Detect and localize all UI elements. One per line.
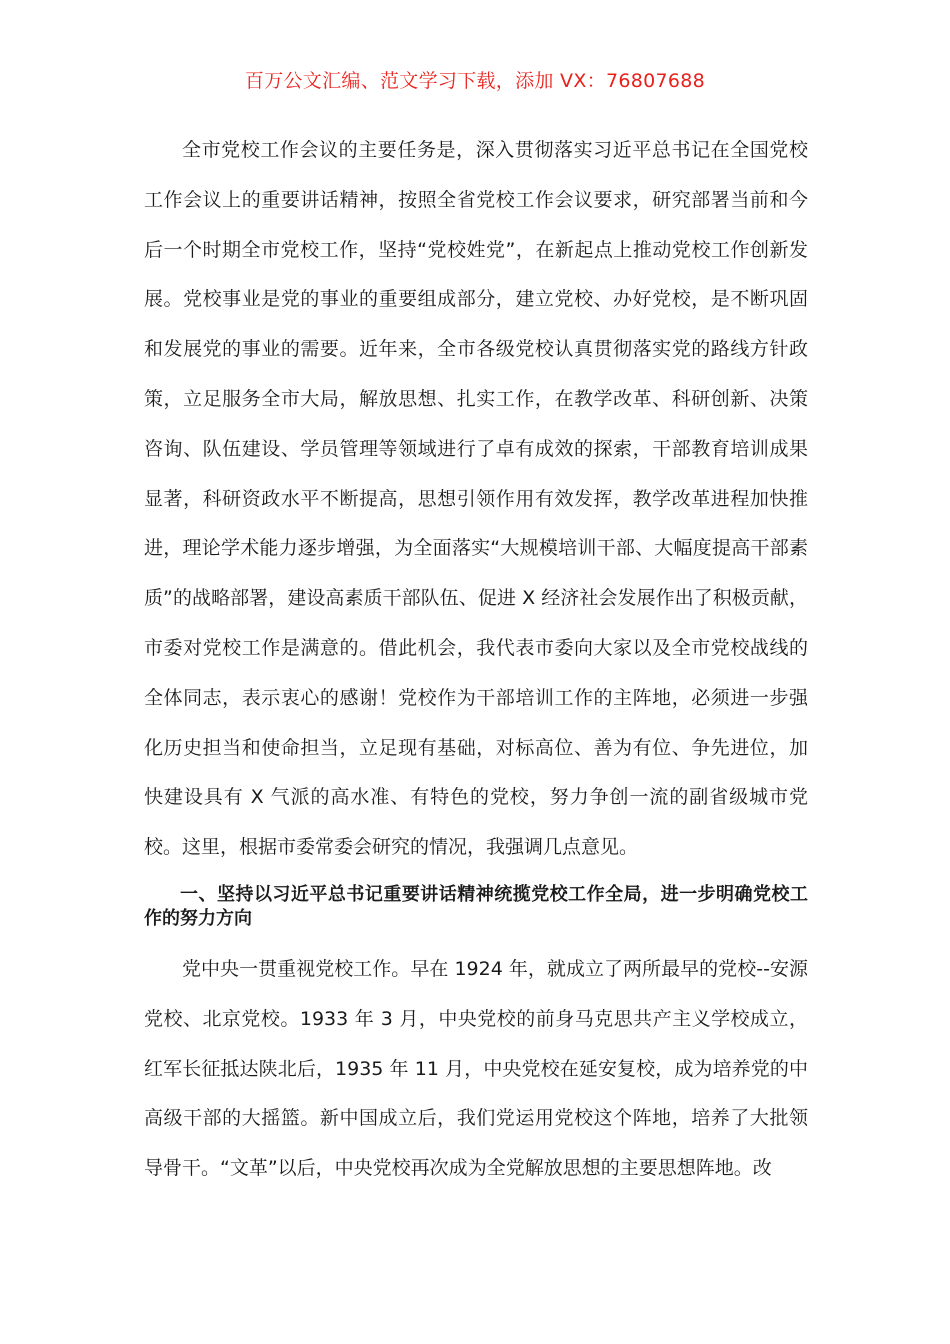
section-heading-1: 一、坚持以习近平总书记重要讲话精神统揽党校工作全局，进一步明确党校工作的努力方向 [144,883,808,929]
document-body [144,126,808,1194]
paragraph-intro: 全市党校工作会议的主要任务是，深入贯彻落实习近平总书记在全国党校工作会议上的重要讲话精神，按照全省党校工作会议要求，研究部署当前和今后一个时期全市党校工作，坚持“党校姓党”，在新起点上推动党校工作创新发展。党校事业是党的事业的重要组成部分，建立党校、办好党校，是不断巩固和发展党的事业的需要。近年来，全市各级党校认真贯彻落实党的路线方针政策，立足服务全市大局，解放思想、扎实工作，在教学改革、科研创新、决策咨询、队伍建设、学员管理等领域进行了卓有成效的探索，干部教育培训成果显著，科研资政水平不断提高，思想引领作用有效发挥，教学改革进程加快推进，理论学术能力逐步增强，为全面落实“大规模培训干部、大幅度提高干部素质”的战略部署，建设高素质干部队伍、促进 X 经济社会发展作出了积极贡献，市委对党校工作是满意的。借此机会，我代表市委向大家以及全市党校战线的全体同志，表示衷心的感谢！党校作为干部培训工作的主阵地，必须进一步强化历史担当和使命担当，立足现有基础，对标高位、善为有位、争先进位，加快建设具有 X 气派的高水准、有特色的党校，努力争创一流的副省级城市党校。这里，根据市委常委会研究的情况，我强调几点意见。 [144,139,808,859]
watermark-header: 百万公文汇编、范文学习下载，添加 VX：76807688 [244,70,706,92]
paragraph-history: 党中央一贯重视党校工作。早在 1924 年，就成立了两所最早的党校--安源党校、北京党校。1933 年 3 月，中央党校的前身马克思共产主义学校成立，红军长征抵达陕北后，1935 年 11 月，中央党校在延安复校，成为培养党的中高级干部的大摇篮。新中国成立后，我们党运用党校这个阵地，培养了大批领导骨干。“文革”以后，中央党校再次成为全党解放思想的主要思想阵地。改 [144,957,808,1180]
